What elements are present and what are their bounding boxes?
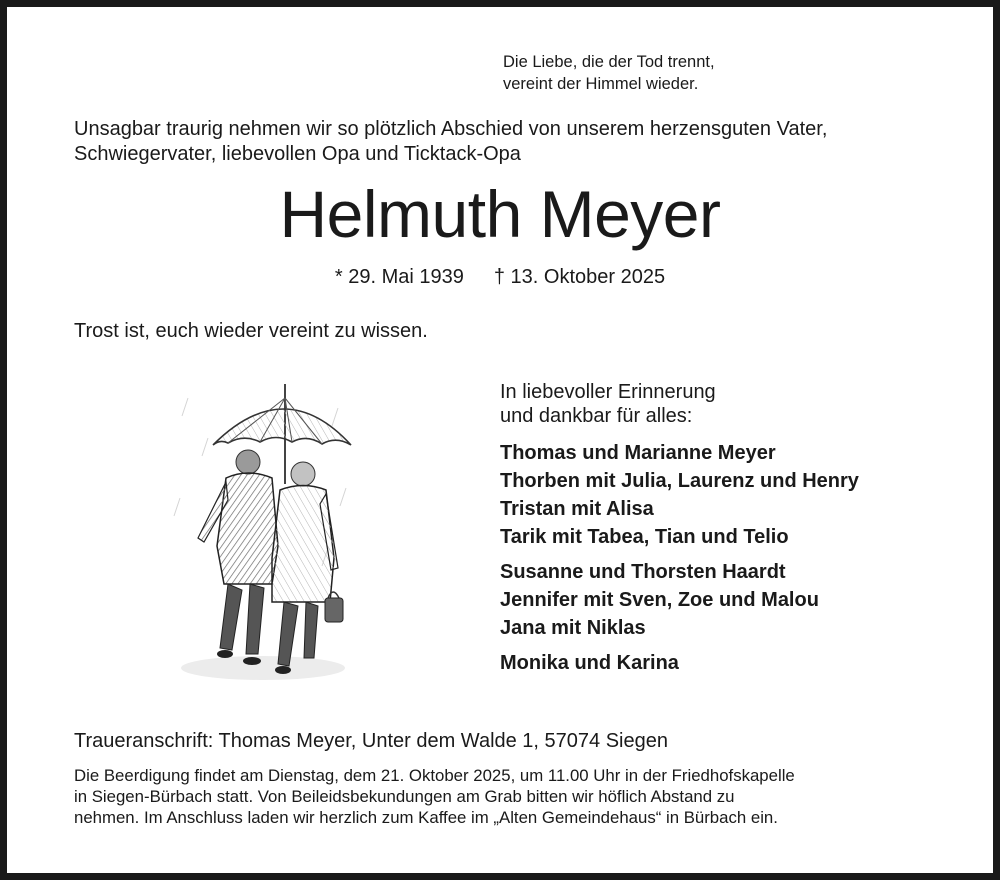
consolation-text: Trost ist, euch wieder vereint zu wissen. [74,320,428,342]
quote-line-2: vereint der Himmel wieder. [503,75,699,93]
funeral-line-2: in Siegen-Bürbach statt. Von Beileidsbekundungen am Grab bitten wir höflich Abstand zu [74,787,735,806]
mourner-name: Jennifer mit Sven, Zoe und Malou [500,589,819,611]
remembrance-line-1: In liebevoller Erinnerung [500,381,716,403]
mourner-name: Monika und Karina [500,652,679,674]
quote-line-1: Die Liebe, die der Tod trennt, [503,53,715,71]
birth-date: * 29. Mai 1939 [334,266,464,288]
funeral-details [74,765,925,828]
intro-text [74,117,827,167]
opening-quote [503,51,715,95]
family-group-meyer [500,439,859,551]
elderly-couple-umbrella-illustration [168,378,358,688]
mourner-name: Susanne und Thorsten Haardt [500,561,786,583]
funeral-line-1: Die Beerdigung findet am Dienstag, dem 21. Oktober 2025, um 11.00 Uhr in der Friedhofskapelle [74,766,795,785]
intro-line-1: Unsagbar traurig nehmen wir so plötzlich Abschied von unserem herzensguten Vater, [74,118,828,140]
mourners-list [500,439,859,684]
family-group-haardt [500,558,859,642]
remembrance-heading [500,380,716,428]
mourner-name: Thorben mit Julia, Laurenz und Henry [500,470,859,492]
mourner-name: Tristan mit Alisa [500,498,654,520]
death-date: † 13. Oktober 2025 [493,266,666,288]
deceased-name: Helmuth Meyer [279,177,721,251]
mourner-name: Tarik mit Tabea, Tian und Telio [500,526,789,548]
remembrance-line-2: und dankbar für alles: [500,405,693,427]
life-dates [0,264,1000,290]
mourner-name: Jana mit Niklas [500,617,646,639]
mourner-name: Thomas und Marianne Meyer [500,442,776,464]
intro-line-2: Schwiegervater, liebevollen Opa und Ticktack-Opa [74,143,521,165]
family-group-monika [500,649,859,677]
mourning-address: Traueranschrift: Thomas Meyer, Unter dem Walde 1, 57074 Siegen [74,730,668,752]
funeral-line-3: nehmen. Im Anschluss laden wir herzlich zum Kaffee im „Alten Gemeindehaus“ in Bürbach ein. [74,808,778,827]
